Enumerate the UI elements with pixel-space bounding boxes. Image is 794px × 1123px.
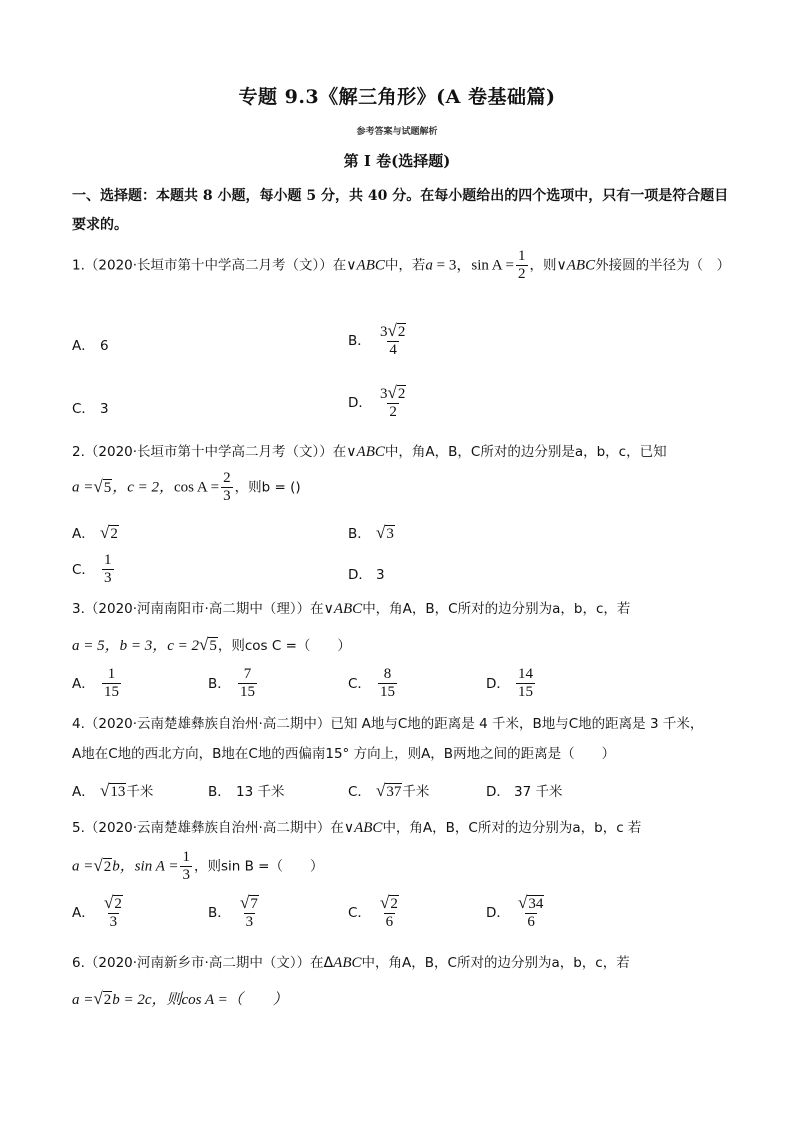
page-title: 专题 9.3《解三角形》(A 卷基础篇) [238,86,556,108]
q5-option-b[interactable]: B． $\frac{√7}{3}$ [208,893,258,930]
question-source: （2020·云南楚雄彝族自治州·高二期中） [84,716,331,732]
question-3: 3.（2020·河南南阳市·高二期中（理））在∨ABC中，角A，B，C所对的边分别为a，b，c，若 [72,601,631,617]
question-6: 6.（2020·河南新乡市·高二期中（文））在ΔABC中，角A，B，C所对的边分别为a，b，c，若 [72,955,630,971]
q2-option-d[interactable]: D． 3 [348,567,385,583]
q5-option-a[interactable]: A． $\frac{√2}{3}$ [72,893,122,930]
q4-option-b[interactable]: B． 13 千米 [208,784,285,800]
section-heading: 第 I 卷(选择题) [343,152,451,170]
page-subtitle: 参考答案与试题解析 [356,127,438,137]
question-source: （2020·云南楚雄彝族自治州·高二期中） [84,820,331,836]
question-1: 1.（2020·长垣市第十中学高二月考（文））在∨ABC中，若a = 3，sin A = $\frac{1}{2}$ ，则∨ABC外接圆的半径为（ ） [72,248,731,282]
q5-option-c[interactable]: C． $\frac{√2}{6}$ [348,893,398,930]
triangle-symbol: ∨ [346,257,357,274]
fraction: $\frac{1}{2}$ [518,248,526,282]
question-2: 2.（2020·长垣市第十中学高二月考（文））在∨ABC中，角A，B，C所对的边分别是a，b，c，已知 [72,444,667,460]
q3-option-c[interactable]: C． $\frac{8}{15}$ [348,666,395,700]
q4-option-c[interactable]: C． √37千米 [348,781,430,800]
q1-option-a[interactable]: A． 6 [72,338,109,354]
q1-option-b[interactable]: B． $\frac{3√2}{4}$ [348,321,406,358]
question-source: （2020·河南新乡市·高二期中（文）） [84,955,311,971]
question-4-line-2: A地在C地的西北方向，B地在C地的西偏南15° 方向上，则A，B两地之间的距离是（ ） [72,746,616,762]
question-4: 4.（2020·云南楚雄彝族自治州·高二期中）已知 A地与C地的距离是 4 千米，B地与C地的距离是 3 千米， [72,716,704,732]
q3-option-b[interactable]: B． $\frac{7}{15}$ [208,666,255,700]
question-source: （2020·长垣市第十中学高二月考（文）） [84,444,333,460]
question-number: 1 [72,257,81,274]
question-6-line-2: a =√2b = 2c，则cos A =（ ） [72,989,288,1008]
question-3-line-2: a = 5，b = 3，c = 2√5，则cos C =（ ） [72,635,351,654]
question-2-line-2: a =√5，c = 2，cos A = $\frac{2}{3}$ ，则b = () [72,470,301,504]
q2-option-c[interactable]: C． $\frac{1}{3}$ [72,552,112,586]
q4-option-d[interactable]: D． 37 千米 [486,784,563,800]
q3-option-d[interactable]: D． $\frac{14}{15}$ [486,666,533,700]
q2-option-a[interactable]: A． √2 [72,523,118,542]
question-source: （2020·河南南阳市·高二期中（理）） [84,601,311,617]
section-instructions: 一、选择题：本题共 8 小题，每小题 5 分，共 40 分。在每小题给出的四个选项中，只有一项是符合题目要求的。 [72,188,729,233]
q4-option-a[interactable]: A． √13千米 [72,781,154,800]
q3-option-a[interactable]: A． $\frac{1}{15}$ [72,666,119,700]
q1-option-c[interactable]: C． 3 [72,401,109,417]
question-5-line-2: a =√2b，sin A = $\frac{1}{3}$ ，则sin B =（ ） [72,849,324,883]
question-5: 5.（2020·云南楚雄彝族自治州·高二期中）在∨ABC中，角A，B，C所对的边分别为a，b，c 若 [72,820,642,836]
question-source: （2020·长垣市第十中学高二月考（文）） [84,257,333,274]
q5-option-d[interactable]: D． $\frac{√34}{6}$ [486,893,544,930]
q1-option-d[interactable]: D． $\frac{3√2}{2}$ [348,383,406,420]
q2-option-b[interactable]: B． √3 [348,523,394,542]
